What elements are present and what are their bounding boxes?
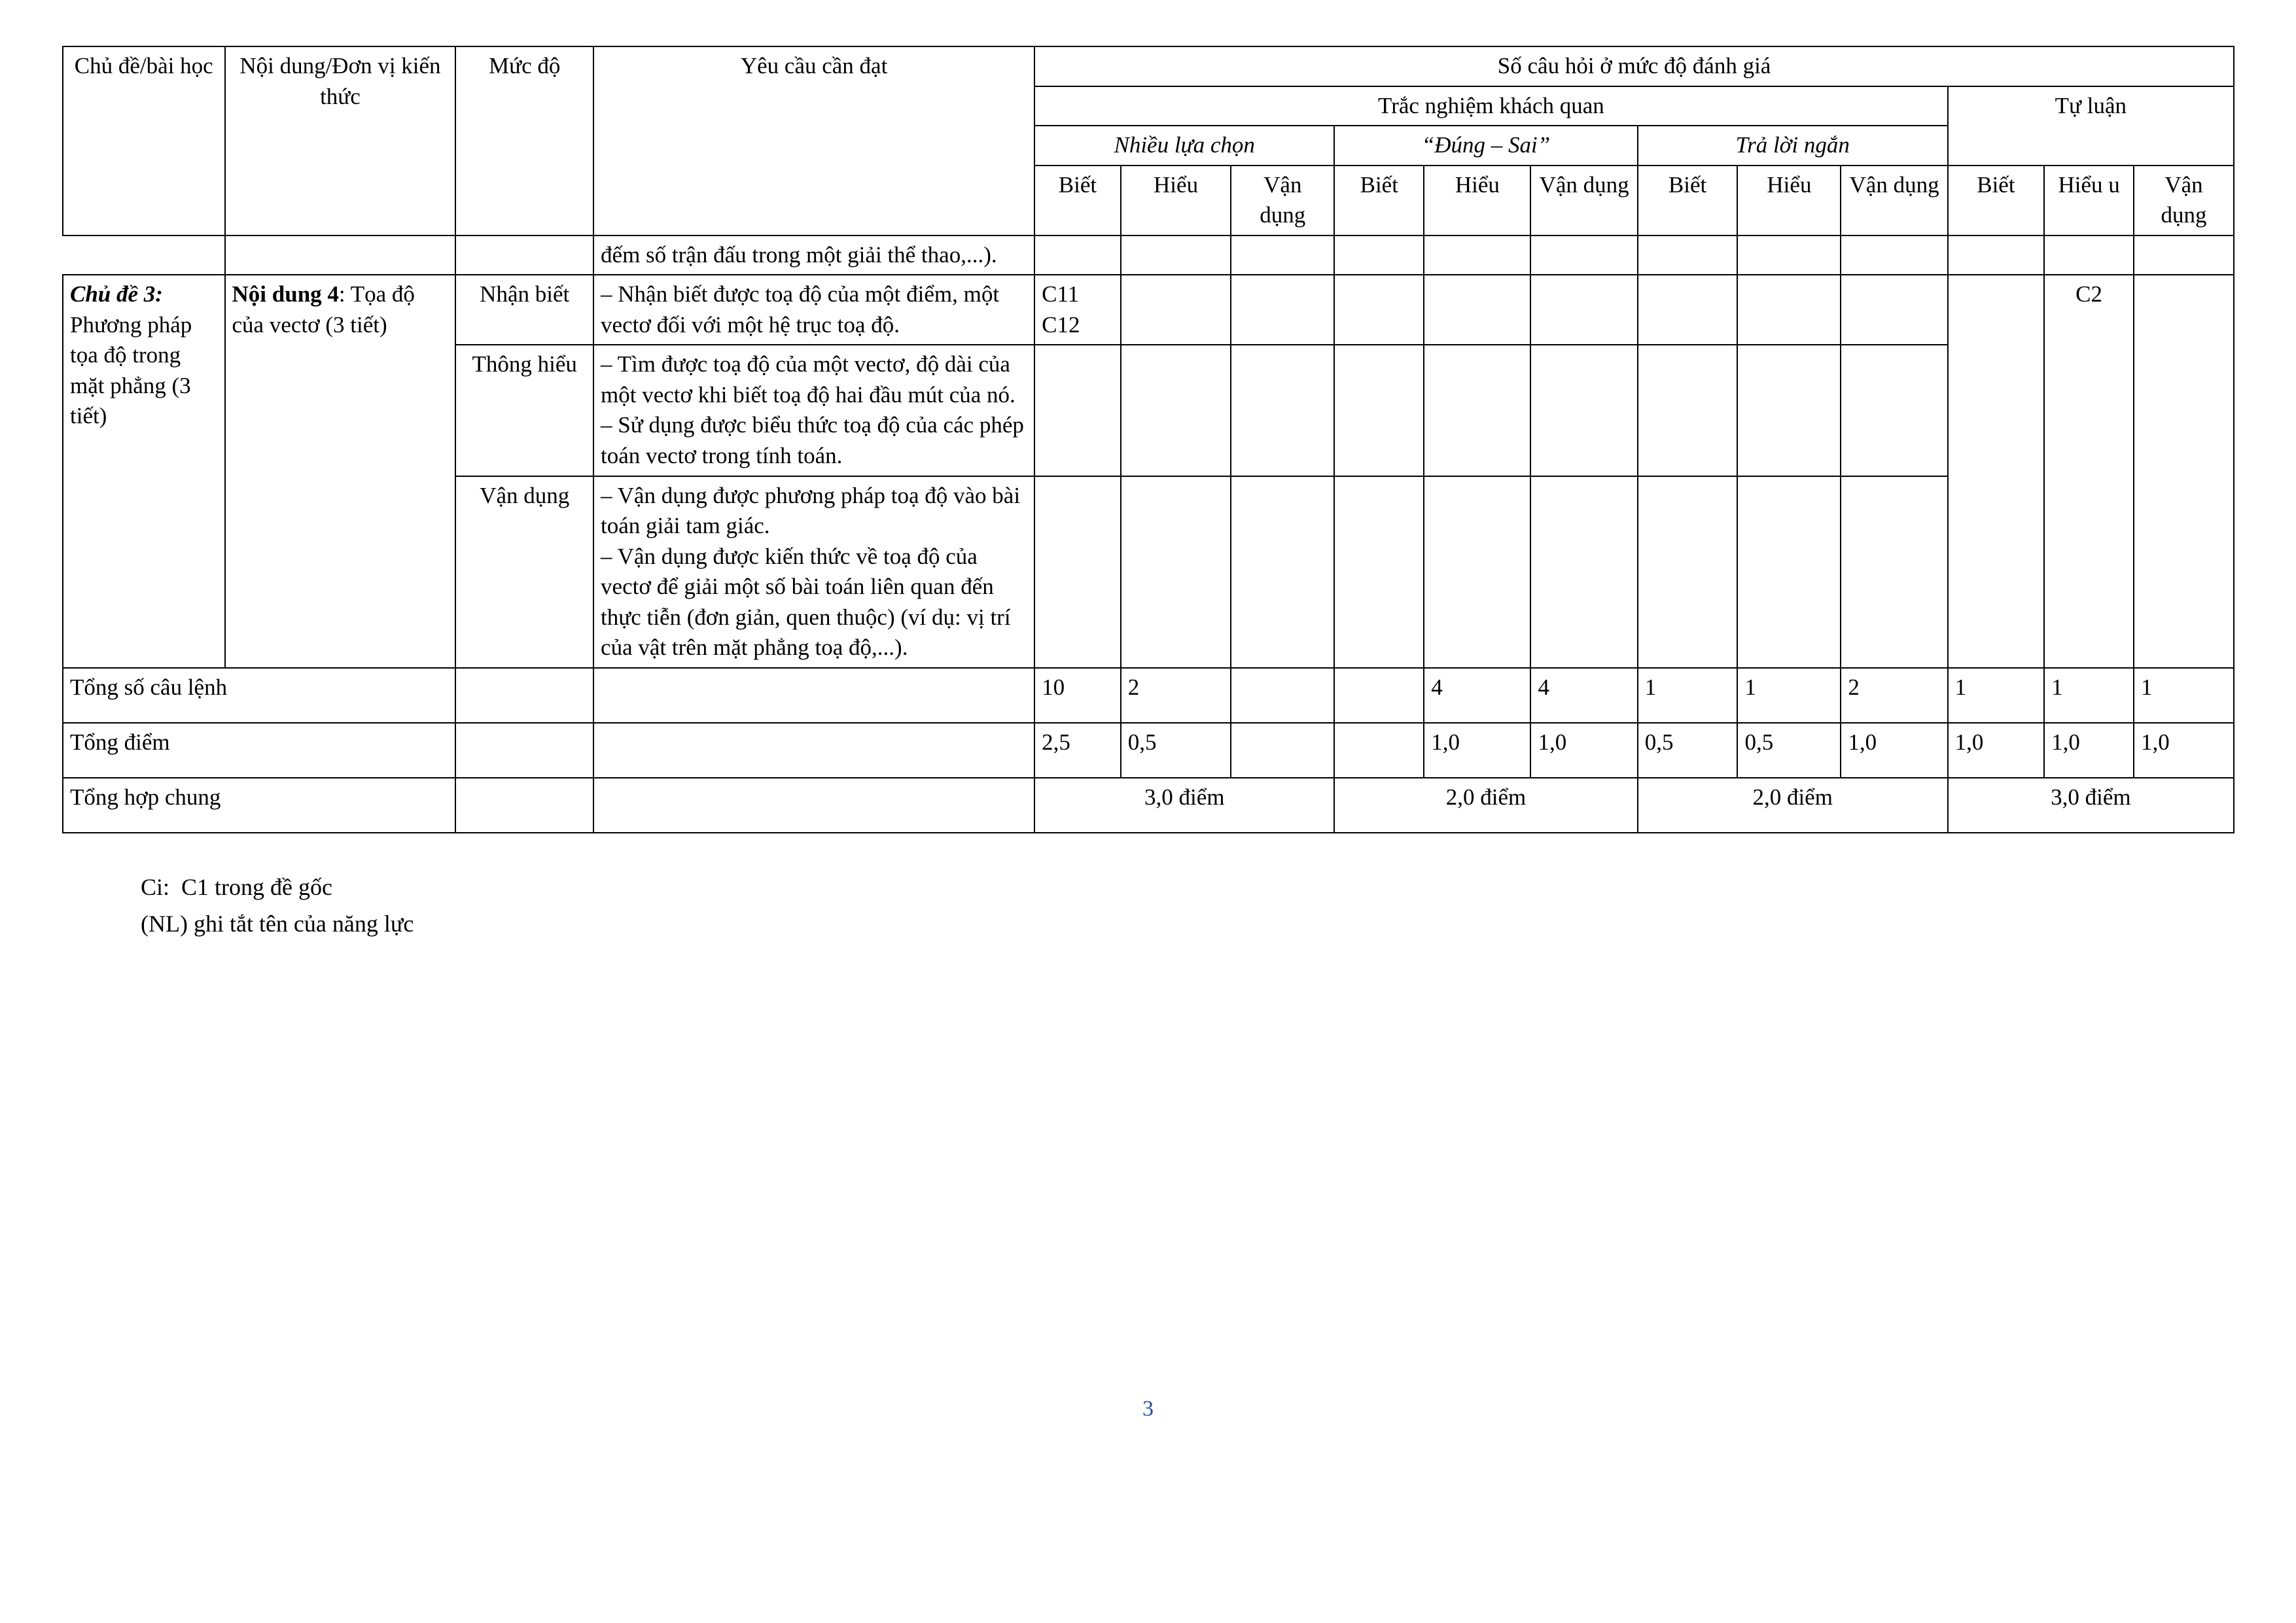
requirement-line-1: – Vận dụng được phương pháp toạ độ vào bài toán giải tam giác.: [601, 482, 1021, 539]
cell-tf-biet: [1334, 275, 1424, 345]
table-header-row-1: [63, 46, 2234, 86]
cell-tf-biet: [1334, 236, 1424, 275]
summary-total-spacer-level: [455, 778, 593, 833]
summary-count-sa-vandung: 2: [1841, 668, 1947, 723]
cell-essay-vandung: [2134, 275, 2234, 668]
summary-count-mc-biet: 10: [1034, 668, 1121, 723]
header-questions: Số câu hỏi ở mức độ đánh giá: [1034, 46, 2234, 86]
cell-mc-hieu: [1121, 236, 1231, 275]
header-mc-biet: Biết: [1034, 166, 1121, 236]
summary-count-tf-biet: [1334, 668, 1424, 723]
header-mc-vandung: Vận dụng: [1231, 166, 1334, 236]
cell-sa-vandung: [1841, 236, 1947, 275]
footnote-2: (NL) ghi tắt tên của năng lực: [141, 910, 414, 937]
header-tf-vandung: Vận dụng: [1530, 166, 1637, 236]
cell-sa-hieu: [1737, 476, 1841, 668]
summary-count-essay-biet: 1: [1948, 668, 2044, 723]
summary-score-mc-vandung: [1231, 723, 1334, 778]
cell-topic: [63, 275, 225, 668]
cell-mc-vandung: [1231, 236, 1334, 275]
cell-tf-biet: [1334, 476, 1424, 668]
table-row: [63, 275, 2234, 345]
header-tf-biet: Biết: [1334, 166, 1424, 236]
cell-mc-hieu: [1121, 476, 1231, 668]
summary-score-spacer-req: [593, 723, 1034, 778]
footnote-1: Ci: C1 trong đề gốc: [141, 873, 332, 900]
cell-level-nhanbiet: Nhận biết: [455, 275, 593, 345]
cell-essay-biet: [1948, 275, 2044, 668]
cell-requirement-nhanbiet: – Nhận biết được toạ độ của một điểm, một vectơ đối với một hệ trục toạ độ.: [593, 275, 1034, 345]
cell-content-unit: [225, 275, 456, 668]
cell-sa-biet: [1638, 476, 1738, 668]
summary-score-essay-vandung: 1,0: [2134, 723, 2234, 778]
summary-count-mc-vandung: [1231, 668, 1334, 723]
cell-tf-hieu: [1424, 275, 1530, 345]
requirement-continued: đếm số trận đấu trong một giải thể thao,...).: [593, 236, 1034, 275]
page-number: 3: [1142, 1397, 1154, 1421]
cell-mc-vandung: [1231, 275, 1334, 345]
content-label: Nội dung 4: [232, 281, 339, 307]
summary-count-spacer-level: [455, 668, 593, 723]
header-sa-vandung: Vận dụng: [1841, 166, 1947, 236]
header-short-answer: Trả lời ngắn: [1638, 126, 1948, 166]
cell-sa-hieu: [1737, 275, 1841, 345]
cell-tf-biet: [1334, 345, 1424, 476]
cell-sa-biet: [1638, 275, 1738, 345]
summary-count-label: Tổng số câu lệnh: [63, 668, 455, 723]
cell-mc-biet: [1034, 476, 1121, 668]
requirement-line-2: – Sử dụng được biểu thức toạ độ của các phép toán vectơ trong tính toán.: [601, 412, 1024, 469]
requirement-line-1: – Tìm được toạ độ của một vectơ, độ dài của một vectơ khi biết toạ độ hai đầu mút của nó.: [601, 351, 1016, 408]
cell-essay-biet: [1948, 236, 2044, 275]
cell-mc-hieu: [1121, 275, 1231, 345]
header-essay-biet: Biết: [1948, 166, 2044, 236]
summary-row-total: [63, 778, 2234, 833]
summary-row-score: [63, 723, 2234, 778]
header-level: Mức độ: [455, 46, 593, 236]
header-sa-hieu: Hiểu: [1737, 166, 1841, 236]
header-sa-biet: Biết: [1638, 166, 1738, 236]
cell-tf-hieu: [1424, 236, 1530, 275]
summary-count-essay-vandung: 1: [2134, 668, 2234, 723]
cell-mc-biet: [1034, 236, 1121, 275]
header-mc-hieu: Hiểu: [1121, 166, 1231, 236]
summary-total-mc: 3,0 điểm: [1034, 778, 1334, 833]
cell-tf-vandung: [1530, 275, 1637, 345]
header-essay-vandung: Vận dụng: [2134, 166, 2234, 236]
cell-level-vandung: Vận dụng: [455, 476, 593, 668]
summary-count-tf-hieu: 4: [1424, 668, 1530, 723]
header-content: Nội dung/Đơn vị kiến thức: [225, 46, 456, 236]
topic-title-rest: Phương pháp tọa độ trong mặt phẳng (3 tiết): [70, 311, 192, 429]
summary-score-spacer-level: [455, 723, 593, 778]
header-essay-hieu: Hiểu u: [2044, 166, 2134, 236]
cell-tf-vandung: [1530, 236, 1637, 275]
summary-score-tf-hieu: 1,0: [1424, 723, 1530, 778]
summary-score-tf-vandung: 1,0: [1530, 723, 1637, 778]
header-topic: Chủ đề/bài học: [63, 46, 225, 236]
cell-essay-vandung: [2134, 236, 2234, 275]
summary-row-count: [63, 668, 2234, 723]
summary-total-sa: 2,0 điểm: [1638, 778, 1948, 833]
summary-count-spacer-req: [593, 668, 1034, 723]
cell-mc-hieu: [1121, 345, 1231, 476]
cell-tf-hieu: [1424, 345, 1530, 476]
spacer-level-cell: [455, 236, 593, 275]
cell-mc-biet: [1034, 345, 1121, 476]
summary-score-sa-vandung: 1,0: [1841, 723, 1947, 778]
cell-tf-vandung: [1530, 476, 1637, 668]
summary-score-mc-hieu: 0,5: [1121, 723, 1231, 778]
summary-score-sa-biet: 0,5: [1638, 723, 1738, 778]
header-essay-group: Tự luận: [1948, 86, 2234, 166]
header-requirement: Yêu cầu cần đạt: [593, 46, 1034, 236]
summary-total-label: Tổng hợp chung: [63, 778, 455, 833]
footnotes: [141, 869, 2231, 943]
cell-sa-vandung: [1841, 476, 1947, 668]
summary-score-label: Tổng điểm: [63, 723, 455, 778]
cell-tf-hieu: [1424, 476, 1530, 668]
header-many-choice: Nhiều lựa chọn: [1034, 126, 1334, 166]
cell-mc-vandung: [1231, 476, 1334, 668]
header-true-false: “Đúng – Sai”: [1334, 126, 1637, 166]
cell-sa-vandung: [1841, 275, 1947, 345]
cell-requirement-vandung: [593, 476, 1034, 668]
cell-tf-vandung: [1530, 345, 1637, 476]
header-multiple-choice-group: Trắc nghiệm khách quan: [1034, 86, 1948, 126]
summary-total-essay: 3,0 điểm: [1948, 778, 2234, 833]
cell-requirement-thonghieu: [593, 345, 1034, 476]
assessment-matrix-table: [62, 46, 2234, 833]
cell-sa-biet: [1638, 236, 1738, 275]
summary-score-sa-hieu: 0,5: [1737, 723, 1841, 778]
summary-score-tf-biet: [1334, 723, 1424, 778]
requirement-line-2: – Vận dụng được kiến thức về toạ độ của vectơ để giải một số bài toán liên quan đến thực tiễn (đơn giản, quen thuộc) (ví dụ: vị trí của vật trên mặt phẳng toạ độ,...).: [601, 543, 1011, 661]
cell-mc-biet-codes: C11 C12: [1034, 275, 1121, 345]
cell-sa-biet: [1638, 345, 1738, 476]
summary-count-sa-hieu: 1: [1737, 668, 1841, 723]
summary-count-tf-vandung: 4: [1530, 668, 1637, 723]
cell-level-thonghieu: Thông hiểu: [455, 345, 593, 476]
cell-sa-vandung: [1841, 345, 1947, 476]
content-text: : Tọa độ của vectơ (3 tiết): [232, 281, 415, 338]
cell-sa-hieu: [1737, 236, 1841, 275]
spacer-content-cell: [225, 236, 456, 275]
cell-mc-vandung: [1231, 345, 1334, 476]
cell-sa-hieu: [1737, 345, 1841, 476]
cell-essay-hieu-code: C2: [2044, 275, 2134, 668]
cell-essay-hieu: [2044, 236, 2134, 275]
summary-score-mc-biet: 2,5: [1034, 723, 1121, 778]
spacer-topic-cell: [63, 236, 225, 275]
summary-score-essay-biet: 1,0: [1948, 723, 2044, 778]
summary-count-sa-biet: 1: [1638, 668, 1738, 723]
summary-total-spacer-req: [593, 778, 1034, 833]
topic-title-italic: Chủ đề 3:: [70, 281, 163, 307]
summary-total-tf: 2,0 điểm: [1334, 778, 1637, 833]
table-row: [63, 236, 2234, 275]
header-tf-hieu: Hiểu: [1424, 166, 1530, 236]
summary-score-essay-hieu: 1,0: [2044, 723, 2134, 778]
summary-count-mc-hieu: 2: [1121, 668, 1231, 723]
summary-count-essay-hieu: 1: [2044, 668, 2134, 723]
